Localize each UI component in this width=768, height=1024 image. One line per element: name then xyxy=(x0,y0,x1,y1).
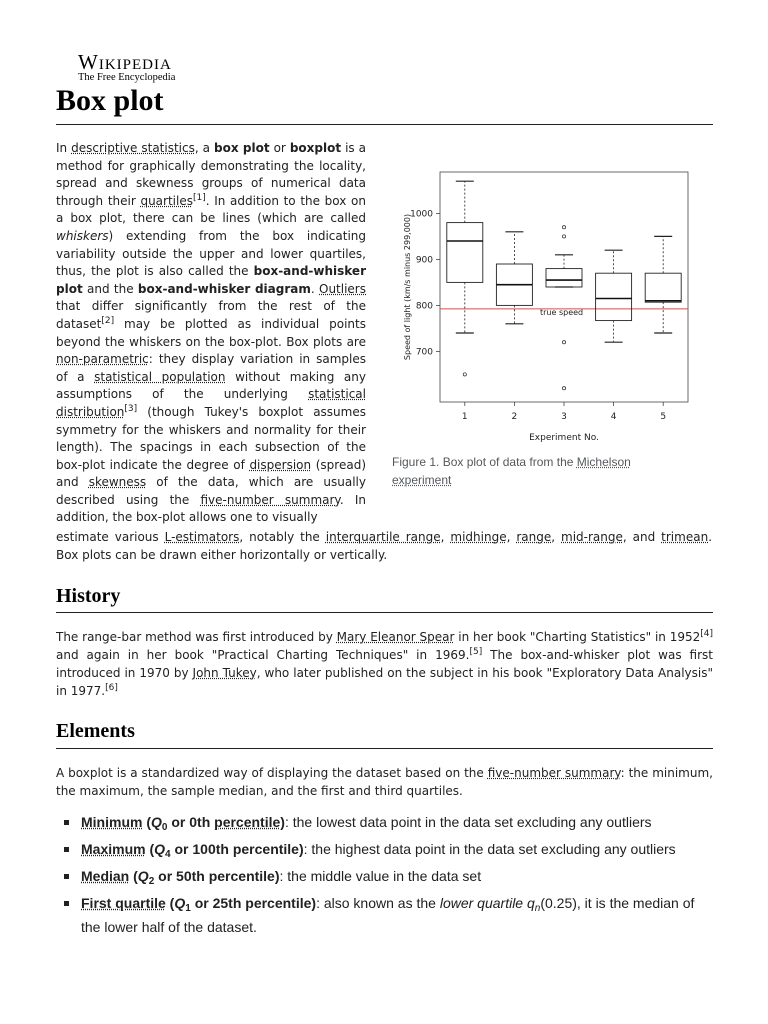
intro-paragraph: In descriptive statistics, a box plot or boxplot is a method for graphically demonstrating the locality, spread and skewness groups of numerical data through their quartiles[1]. In addition to the box on a box plot, there can be lines (which are called whiskers) extending from the box indicating variability outside the upper and lower quartiles, thus, the plot is also called the box-and-whisker plot and the box-and-whisker diagram. Outliers that differ significantly from the rest of the dataset[2] may be plotted as individual points beyond the whiskers on the box-plot. Box plots are non-parametric: they display variation in samples of a statistical population without making any assumptions of the underlying statistical distribution[3] (though Tukey's boxplot assumes symmetry for the whiskers and normality for their length). The spacings in each subsection of the box-plot indicate the degree of dispersion (spread) and skewness of the data, which are usually described using the five-number summary. In addition, the box-plot allows one to visually xyxy=(56,141,367,525)
outlier-point xyxy=(562,226,565,229)
bullet-icon xyxy=(64,820,69,825)
elements-list xyxy=(64,813,714,940)
link-outliers[interactable]: Outliers xyxy=(319,281,366,296)
link-skewness[interactable]: skewness xyxy=(88,475,147,490)
link-john-tukey[interactable]: John Tukey xyxy=(192,666,257,680)
y-axis-label: Speed of light (km/s minus 299,000) xyxy=(403,213,412,361)
x-tick-label: 4 xyxy=(610,412,617,422)
link-mid-range[interactable]: mid-range xyxy=(561,530,623,544)
link-maximum[interactable]: Maximum xyxy=(81,841,146,857)
elements-paragraph: A boxplot is a standardized way of displaying the dataset based on the five-number summary: the minimum, the maximum, the sample median, and the first and third quartiles. xyxy=(56,766,713,798)
bullet-icon xyxy=(64,847,69,852)
link-first-quartile[interactable]: First quartile xyxy=(81,895,166,911)
history-rule xyxy=(56,612,713,613)
link-mary-eleanor-spear[interactable]: Mary Eleanor Spear xyxy=(336,630,455,644)
link-michelson-experiment[interactable]: Michelson experiment xyxy=(392,455,631,487)
history-heading: History xyxy=(56,585,121,607)
list-item-minimum: Minimum ($Q_0$ or 0th percentile): the lowest data point in the data set excluding any outliers xyxy=(64,813,714,837)
wikipedia-wordmark[interactable]: Wikipedia xyxy=(78,50,172,74)
x-tick-label: 5 xyxy=(660,412,667,422)
outlier-point xyxy=(463,373,466,376)
link-median[interactable]: Median xyxy=(81,868,130,884)
link-statistical-distribution[interactable]: statistical distribution xyxy=(56,387,366,419)
x-tick-label: 1 xyxy=(461,412,468,422)
box-iqr xyxy=(596,273,632,320)
box-plot-chart xyxy=(392,160,712,450)
y-tick-label: 800 xyxy=(415,301,433,312)
history-paragraph: The range-bar method was first introduced by Mary Eleanor Spear in her book "Charting Statistics" in 1952[4] and again in her book "Practical Charting Techniques" in 1969.[5] The box-and-whisker plot was first introduced in 1970 by John Tukey, who later published on the subject in his book "Exploratory Data Analysis" in 1977.[6] xyxy=(56,629,714,698)
box-iqr xyxy=(447,223,483,283)
bullet-icon xyxy=(64,874,69,879)
x-axis-label: Experiment No. xyxy=(529,433,599,443)
bullet-icon xyxy=(64,901,69,906)
link-minimum[interactable]: Minimum xyxy=(81,814,143,830)
elements-rule xyxy=(56,748,713,749)
list-item-first-quartile: First quartile ($Q_1$ or 25th percentile): also known as the lower quartile $q_n(0.25)$, it is the median of the lower half of the dataset. xyxy=(64,894,714,937)
ref-2[interactable]: [2] xyxy=(101,315,115,326)
link-statistical-population[interactable]: statistical population xyxy=(94,369,226,384)
box-iqr xyxy=(546,269,582,287)
link-interquartile-range[interactable]: interquartile range xyxy=(325,530,441,544)
wikipedia-tagline: The Free Encyclopedia xyxy=(78,72,176,83)
ref-4[interactable]: [4] xyxy=(700,629,713,639)
link-quartiles[interactable]: quartiles xyxy=(140,193,193,208)
link-descriptive-statistics[interactable]: descriptive statistics xyxy=(71,141,195,155)
true-speed-label: true speed xyxy=(540,307,584,317)
ref-1[interactable]: [1] xyxy=(192,192,206,203)
page-title: Box plot xyxy=(56,84,164,117)
link-non-parametric[interactable]: non-parametric xyxy=(56,352,149,367)
box-plot-figure[interactable] xyxy=(392,160,712,454)
x-tick-label: 2 xyxy=(511,412,518,422)
link-five-number-summary-2[interactable]: five-number summary xyxy=(487,766,621,780)
ref-3[interactable]: [3] xyxy=(124,403,138,414)
figure-caption: Figure 1. Box plot of data from the Michelson experiment xyxy=(392,455,631,487)
link-range[interactable]: range xyxy=(516,530,552,544)
link-dispersion[interactable]: dispersion xyxy=(249,457,312,472)
intro-paragraph-continued: estimate various L-estimators, notably the interquartile range, midhinge, range, mid-range, and trimean. Box plots can be drawn either horizontally or vertically. xyxy=(56,530,713,562)
list-item-maximum: Maximum ($Q_4$ or 100th percentile): the highest data point in the data set excluding any outliers xyxy=(64,840,714,864)
link-percentile[interactable]: percentile xyxy=(214,814,281,830)
outlier-point xyxy=(562,387,565,390)
ref-6[interactable]: [6] xyxy=(105,683,118,693)
outlier-point xyxy=(562,235,565,238)
x-tick-label: 3 xyxy=(561,412,567,422)
link-l-estimators[interactable]: L-estimators xyxy=(164,530,240,544)
link-midhinge[interactable]: midhinge xyxy=(450,530,507,544)
y-tick-label: 700 xyxy=(415,347,433,358)
ref-5[interactable]: [5] xyxy=(469,647,483,657)
elements-heading: Elements xyxy=(56,720,135,742)
link-five-number-summary[interactable]: five-number summary xyxy=(200,492,340,507)
link-trimean[interactable]: trimean xyxy=(661,530,709,544)
list-item-median: Median ($Q_2$ or 50th percentile): the middle value in the data set xyxy=(64,867,714,891)
y-tick-label: 1000 xyxy=(410,209,433,220)
outlier-point xyxy=(562,341,565,344)
title-rule xyxy=(56,124,713,125)
y-tick-label: 900 xyxy=(415,255,433,266)
box-iqr xyxy=(645,273,681,302)
